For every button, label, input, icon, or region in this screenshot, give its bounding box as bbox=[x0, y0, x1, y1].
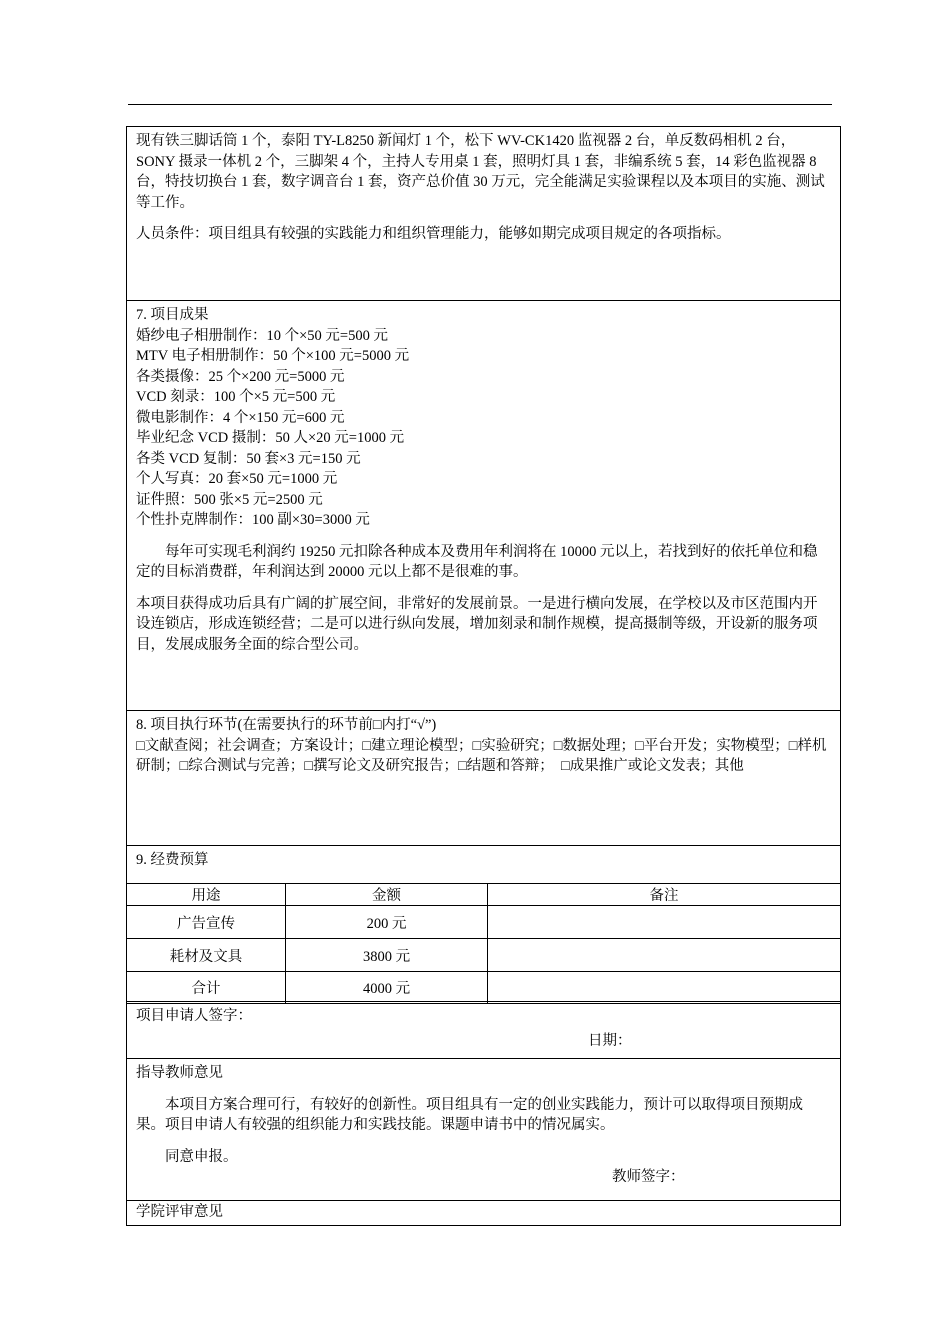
execution-steps: □文献查阅；社会调查；方案设计；□建立理论模型；□实验研究；□数据处理；□平台开发；实物模型；□样机研制；□综合测试与完善；□撰写论文及研究报告；□结题和答辩； □成果推广或论文发表；其他 bbox=[136, 737, 827, 774]
cell-purpose: 耗材及文具 bbox=[127, 939, 286, 972]
budget-table bbox=[126, 883, 841, 1004]
cell-amount: 4000 元 bbox=[286, 972, 488, 1004]
cell-amount: 200 元 bbox=[286, 906, 488, 939]
header-amount: 金额 bbox=[286, 884, 488, 906]
cell-purpose: 广告宣传 bbox=[127, 906, 286, 939]
advisor-signature-label: 教师签字： bbox=[612, 1169, 685, 1185]
profit-text: 每年可实现毛利润约 19250 元扣除各种成本及费用年利润将在 10000 元以上，若找到好的依托单位和稳定的目标消费群，年利润达到 20000 元以上都不是很难的事。 bbox=[136, 543, 818, 580]
list-item: 个人写真：20 套×50 元=1000 元 bbox=[136, 471, 338, 487]
list-item: 微电影制作：4 个×150 元=600 元 bbox=[136, 409, 345, 426]
equipment-text: 现有铁三脚话筒 1 个，泰阳 TY-L8250 新闻灯 1 个，松下 WV-CK1420 监视器 2 台，单反数码相机 2 台，SONY 摄录一体机 2 个，三脚架 4 个，主持人专用桌 1 套，照明灯具 1 套，非编系统 5 套，14 彩色监视器 8 台，特技切换台 1 套，数字调音台 1 套，资产总价值 30 万元，完全能满足实验课程以及本项目的实施、测试等工作。 bbox=[136, 133, 825, 211]
date-label: 日期： bbox=[588, 1032, 632, 1049]
section-title: 8. 项目执行环节(在需要执行的环节前□内打“√”) bbox=[136, 717, 437, 733]
staff-text: 人员条件：项目组具有较强的实践能力和组织管理能力，能够如期完成项目规定的各项指标。 bbox=[136, 226, 731, 242]
list-item: VCD 刻录：100 个×5 元=500 元 bbox=[136, 389, 336, 405]
college-cell bbox=[126, 1200, 841, 1226]
list-item: MTV 电子相册制作：50 个×100 元=5000 元 bbox=[136, 348, 410, 364]
cell-purpose: 合计 bbox=[127, 972, 286, 1004]
cell-amount: 3800 元 bbox=[286, 939, 488, 972]
conditions-cell bbox=[126, 126, 841, 301]
advisor-approval: 同意申报。 bbox=[165, 1148, 238, 1165]
list-item: 个性扑克牌制作：100 副×30=3000 元 bbox=[136, 512, 370, 528]
header-purpose: 用途 bbox=[127, 884, 286, 906]
advisor-cell bbox=[126, 1058, 841, 1201]
advisor-opinion: 本项目方案合理可行，有较好的创新性。项目组具有一定的创业实践能力，预计可以取得项目预期成果。项目申请人有较强的组织能力和实践技能。课题申请书中的情况属实。 bbox=[136, 1096, 803, 1133]
list-item: 毕业纪念 VCD 摄制：50 人×20 元=1000 元 bbox=[136, 430, 405, 446]
section-title: 7. 项目成果 bbox=[136, 307, 209, 323]
cell-note bbox=[488, 939, 841, 972]
table-row bbox=[127, 906, 841, 939]
section-title: 9. 经费预算 bbox=[136, 852, 209, 868]
signature-cell bbox=[126, 1001, 841, 1059]
list-item: 各类 VCD 复制：50 套×3 元=150 元 bbox=[136, 450, 361, 467]
header-note: 备注 bbox=[488, 884, 841, 906]
section-title: 学院评审意见 bbox=[136, 1204, 223, 1220]
execution-cell bbox=[126, 710, 841, 846]
budget-title-cell bbox=[126, 845, 841, 884]
header-rule bbox=[128, 104, 832, 105]
list-item: 各类摄像：25 个×200 元=5000 元 bbox=[136, 368, 345, 385]
results-list bbox=[136, 326, 831, 531]
prospect-text: 本项目获得成功后具有广阔的扩展空间，非常好的发展前景。一是进行横向发展，在学校以及市区范围内开设连锁店，形成连锁经营；二是可以进行纵向发展，增加刻录和制作规模，提高摄制等级，开设新的服务项目，发展成服务全面的综合型公司。 bbox=[136, 595, 818, 653]
list-item: 证件照：500 张×5 元=2500 元 bbox=[136, 491, 323, 508]
section-title: 指导教师意见 bbox=[136, 1065, 223, 1081]
table-header bbox=[127, 884, 841, 906]
results-cell bbox=[126, 300, 841, 711]
cell-note bbox=[488, 972, 841, 1004]
applicant-signature-label: 项目申请人签字： bbox=[136, 1008, 252, 1024]
table-row bbox=[127, 939, 841, 972]
table-row bbox=[127, 972, 841, 1004]
cell-note bbox=[488, 906, 841, 939]
list-item: 婚纱电子相册制作：10 个×50 元=500 元 bbox=[136, 327, 388, 344]
